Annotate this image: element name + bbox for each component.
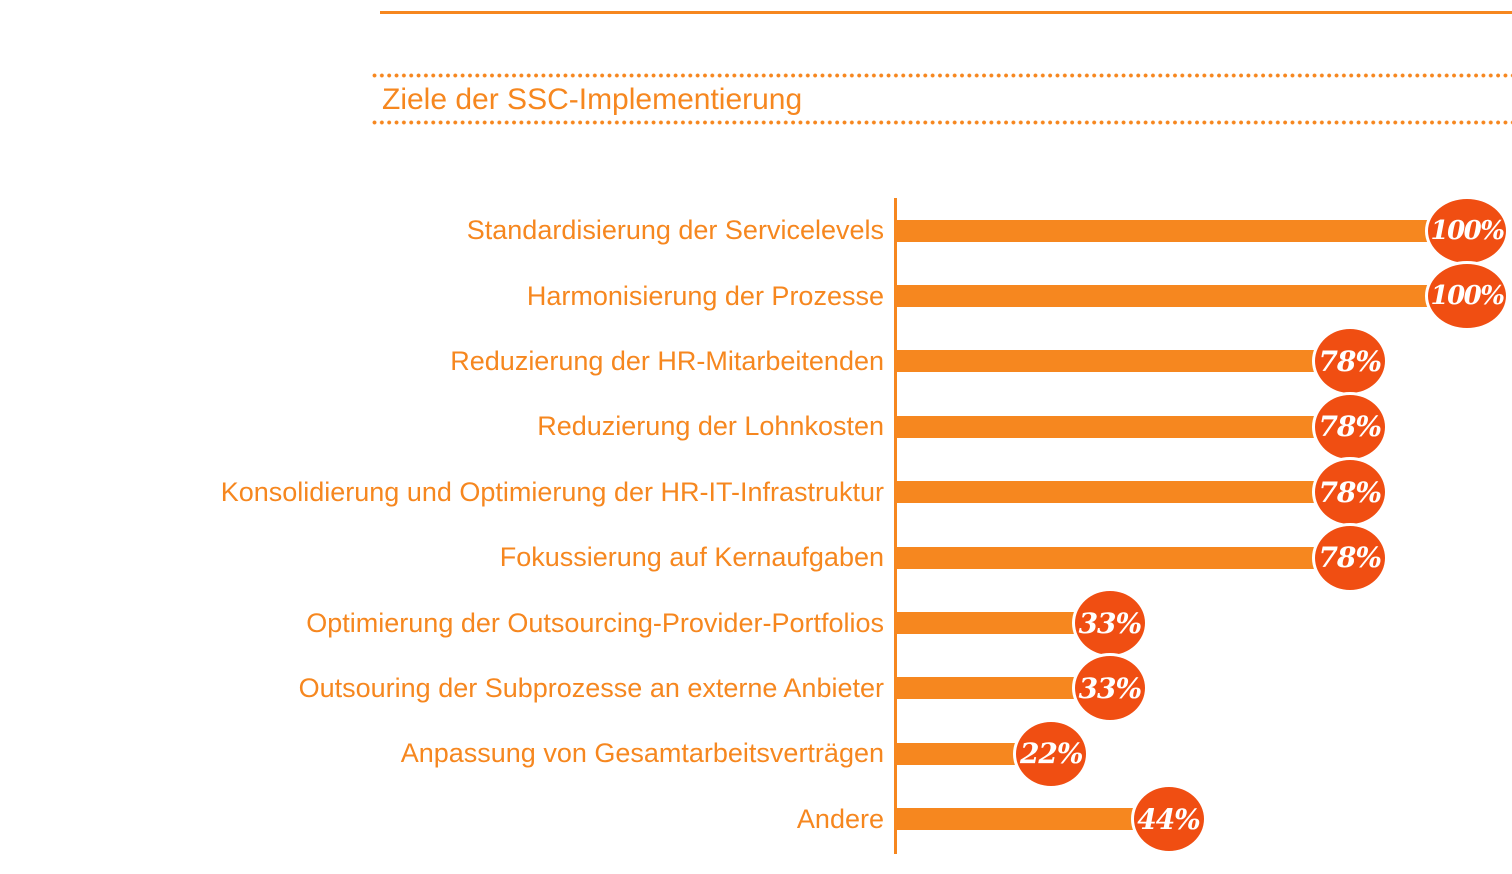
value-badge: 78% — [1312, 326, 1388, 396]
chart-row — [0, 394, 1512, 459]
bar-chart — [0, 198, 1512, 852]
category-label: Outsouring der Subprozesse an externe Anbieter — [298, 672, 884, 703]
bar — [897, 220, 1467, 242]
chart-row — [0, 787, 1512, 852]
value-badge: 78% — [1312, 457, 1388, 527]
category-label: Fokussierung auf Kernaufgaben — [499, 542, 884, 573]
value-badge: 78% — [1312, 392, 1388, 462]
value-badge: 22% — [1013, 719, 1089, 789]
chart-title: Ziele der SSC-Implementierung — [382, 83, 803, 116]
value-badge: 33% — [1072, 588, 1148, 658]
bar-area — [897, 590, 1512, 655]
bar — [897, 808, 1169, 830]
chart-row — [0, 721, 1512, 786]
category-label: Reduzierung der Lohnkosten — [537, 411, 884, 442]
dotted-rule-bottom — [372, 120, 1512, 125]
category-label: Harmonisierung der Prozesse — [526, 280, 884, 311]
bar-area — [897, 263, 1512, 328]
value-badge: 100% — [1425, 261, 1509, 331]
bar — [897, 547, 1350, 569]
value-badge: 44% — [1131, 784, 1207, 854]
bar-area — [897, 394, 1512, 459]
value-badge: 100% — [1425, 196, 1509, 266]
chart-row — [0, 590, 1512, 655]
category-label: Standardisierung der Servicelevels — [466, 215, 884, 246]
category-label: Optimierung der Outsourcing-Provider-Portfolios — [306, 607, 884, 638]
bar — [897, 350, 1350, 372]
category-label: Reduzierung der HR-Mitarbeitenden — [450, 345, 884, 376]
chart-row — [0, 198, 1512, 263]
value-badge: 33% — [1072, 653, 1148, 723]
bar-area — [897, 787, 1512, 852]
bar-area — [897, 525, 1512, 590]
chart-row — [0, 656, 1512, 721]
bar-area — [897, 656, 1512, 721]
chart-row — [0, 525, 1512, 590]
bar-area — [897, 329, 1512, 394]
bar-area — [897, 721, 1512, 786]
category-label: Anpassung von Gesamtarbeitsverträgen — [400, 738, 884, 769]
category-label: Andere — [796, 803, 884, 834]
category-label: Konsolidierung und Optimierung der HR-IT-Infrastruktur — [220, 476, 884, 507]
chart-row — [0, 263, 1512, 328]
chart-rows — [0, 198, 1512, 852]
chart-row — [0, 329, 1512, 394]
bar — [897, 416, 1350, 438]
dotted-rule-top — [372, 73, 1512, 78]
chart-row — [0, 460, 1512, 525]
bar — [897, 481, 1350, 503]
bar — [897, 285, 1467, 307]
top-rule — [380, 11, 1512, 14]
bar-area — [897, 198, 1512, 263]
bar-area — [897, 460, 1512, 525]
value-badge: 78% — [1312, 523, 1388, 593]
